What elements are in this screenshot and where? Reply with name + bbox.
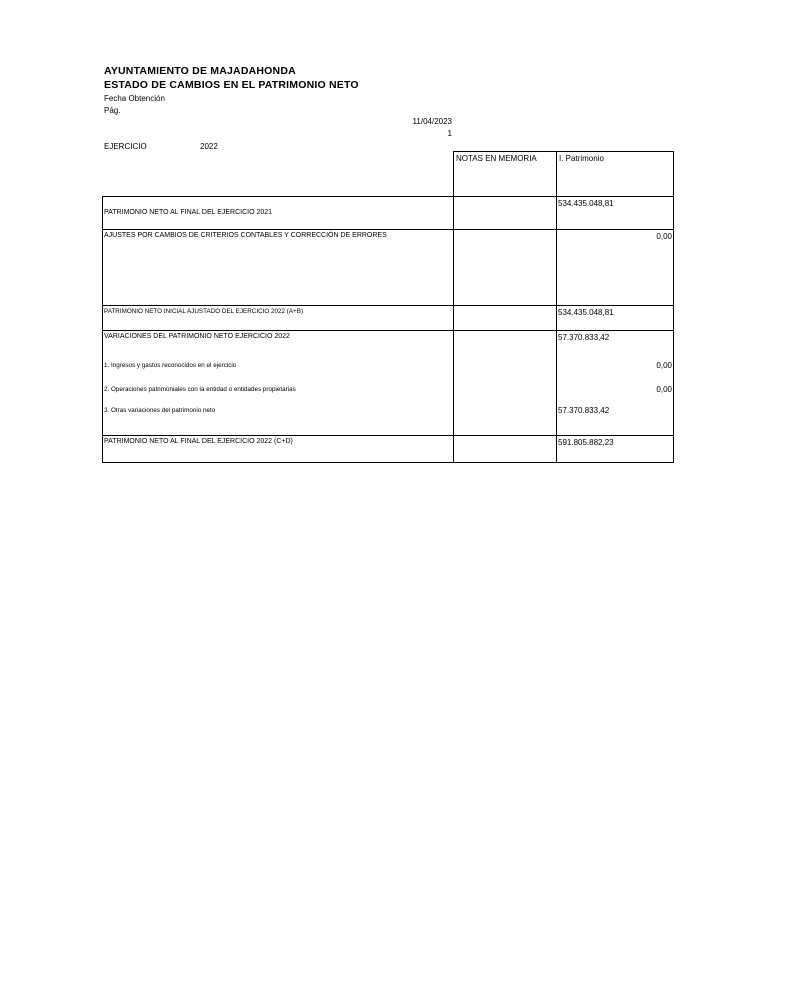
fecha-value: 11/04/2023: [412, 117, 452, 126]
organization-name: AYUNTAMIENTO DE MAJADAHONDA: [104, 65, 296, 77]
row-label-ajustes: AJUSTES POR CAMBIOS DE CRITERIOS CONTABLES Y CORRECCIÓN DE ERRORES: [104, 232, 387, 239]
row-divider: [102, 305, 674, 306]
row-label-pn-inicial: PATRIMONIO NETO INICIAL AJUSTADO DEL EJERCICIO 2022 (A+B): [104, 308, 304, 315]
fecha-label: Fecha Obtención: [104, 94, 165, 103]
row-label-pn-final-2021: PATRIMONIO NETO AL FINAL DEL EJERCICIO 2021: [104, 209, 273, 216]
table-bottom-border: [102, 462, 674, 463]
ejercicio-label: EJERCICIO: [104, 142, 147, 151]
row-label-variaciones: VARIACIONES DEL PATRIMONIO NETO EJERCICIO 2022: [104, 333, 290, 340]
row-divider: [102, 330, 674, 331]
row-divider: [102, 229, 674, 230]
row-value-operaciones: 0,00: [656, 385, 672, 394]
row-divider: [102, 435, 674, 436]
row-label-operaciones: 2. Operaciones patrimoniales con la entidad o entidades propietarias: [104, 386, 296, 393]
pag-label: Pág.: [104, 106, 121, 115]
column-header-notas: NOTAS EN MEMORIA: [456, 154, 537, 163]
row-divider: [102, 196, 674, 197]
column-header-patrimonio: I. Patrimonio: [559, 154, 604, 163]
row-value-pn-inicial: 534.435.048,81: [558, 308, 614, 317]
table-top-border: [454, 151, 674, 152]
table-right-border: [673, 151, 674, 463]
row-value-ajustes: 0,00: [656, 232, 672, 241]
row-value-pn-final-2022: 591.805.882,23: [558, 438, 614, 447]
column-divider: [453, 151, 454, 463]
row-value-variaciones: 57.370.833,42: [558, 333, 610, 342]
pag-value: 1: [447, 129, 452, 138]
table-left-border: [102, 196, 103, 463]
row-label-ingresos: 1. Ingresos y gastos reconocidos en el ejercicio: [104, 362, 237, 369]
column-divider: [556, 151, 557, 463]
row-value-otras: 57.370.833,42: [558, 406, 610, 415]
row-label-otras: 3. Otras variaciones del patrimonio neto: [104, 407, 216, 414]
row-value-ingresos: 0,00: [656, 361, 672, 370]
row-value-pn-final-2021: 534.435.048,81: [558, 199, 614, 208]
ejercicio-value: 2022: [200, 142, 218, 151]
report-title: ESTADO DE CAMBIOS EN EL PATRIMONIO NETO: [104, 79, 359, 91]
row-label-pn-final-2022: PATRIMONIO NETO AL FINAL DEL EJERCICIO 2022 (C+D): [104, 438, 293, 445]
